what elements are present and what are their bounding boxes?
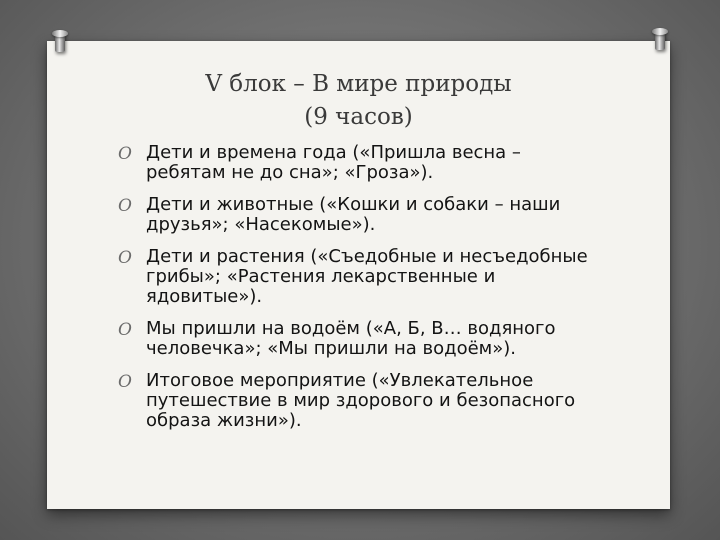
bullet-icon: O [118,372,132,392]
pushpin-icon [652,28,668,52]
list-item [118,319,588,359]
bullet-icon: O [118,320,132,340]
list-item [118,247,588,307]
list-item-text: Дети и времена года («Пришла весна – ребятам не до сна»; «Гроза»). [146,142,521,183]
bullet-icon: O [118,196,132,216]
title-line-2: (9 часов) [304,104,413,130]
slide-title [47,68,670,134]
bullet-icon: O [118,248,132,268]
content-list [118,143,588,443]
list-item-text: Дети и животные («Кошки и собаки – наши друзья»; «Насекомые»). [146,194,561,235]
list-item [118,143,588,183]
list-item [118,195,588,235]
list-item-text: Дети и растения («Съедобные и несъедобные грибы»; «Растения лекарственные и ядовитые»). [146,246,588,307]
list-item [118,371,588,431]
pushpin-icon [52,30,68,54]
list-item-text: Мы пришли на водоём («А, Б, В… водяного человечка»; «Мы пришли на водоём»). [146,318,556,359]
title-line-1: V блок – В мире природы [205,71,512,97]
bullet-icon: O [118,144,132,164]
list-item-text: Итоговое мероприятие («Увлекательное путешествие в мир здорового и безопасного образа жизни»). [146,370,576,431]
